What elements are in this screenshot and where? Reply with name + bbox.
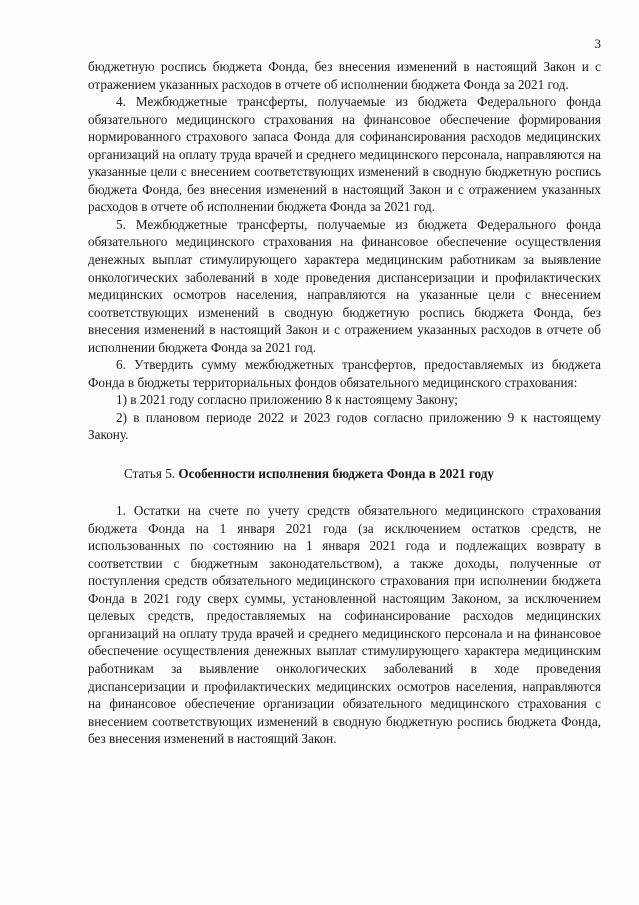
list-item-1: 1) в 2021 году согласно приложению 8 к настоящему Закону;	[116, 392, 458, 408]
article-5-paragraph-1: 1. Остатки на счете по учету средств обязательного медицинского страхования бюджета Фонда на 1 января 2021 года (за исключением остатков средств, не использованных по состоянию на 1 января 2021 года и подлежащих возврату в соответствии с бюджетным законодательством), а также доходы, полученные от поступления средств обязательного медицинского страхования при исполнении бюджета Фонда в 2021 году сверх суммы, установленной настоящим Законом, за исключением целевых средств, предоставляемых на софинансирование расходов медицинских организаций на оплату труда врачей и среднего медицинского персонала и на финансовое обеспечение осуществления денежных выплат стимулирующего характера медицинским работникам за выявление онкологических заболеваний в ходе проведения диспансеризации и профилактических медицинских осмотров населения, направляются на финансовое обеспечение организации обязательного медицинского страхования с внесением соответствующих изменений в сводную бюджетную роспись бюджета Фонда, без внесения изменений в настоящий Закон.	[88, 503, 601, 747]
page-number: 3	[594, 36, 601, 51]
list-item-2: 2) в плановом периоде 2022 и 2023 годов согласно приложению 9 к настоящему Закону.	[88, 409, 601, 443]
article-prefix: Статья 5.	[124, 466, 176, 482]
article-heading	[88, 466, 601, 482]
paragraph-continuation: бюджетную роспись бюджета Фонда, без внесения изменений в настоящий Закон и с отражением указанных расходов в отчете об исполнении бюджета Фонда за 2021 год.	[88, 59, 601, 92]
paragraph-6: 6. Утвердить сумму межбюджетных трансфертов, предоставляемых из бюджета Фонда в бюджеты территориальных фондов обязательного медицинского страхования:	[88, 357, 601, 390]
paragraph-5: 5. Межбюджетные трансферты, получаемые из бюджета Федерального фонда обязательного медицинского страхования на финансовое обеспечение осуществления денежных выплат стимулирующего характера медицинским работникам за выявление онкологических заболеваний в ходе проведения диспансеризации и профилактических медицинских осмотров населения, направляются на указанные цели с внесением соответствующих изменений в сводную бюджетную роспись бюджета Фонда, без внесения изменений в настоящий Закон и с отражением указанных расходов в отчете об исполнении бюджета Фонда за 2021 год.	[88, 216, 601, 355]
body-text-top	[88, 58, 601, 444]
article-title: Особенности исполнения бюджета Фонда в 2021 году	[178, 466, 495, 482]
paragraph-4: 4. Межбюджетные трансферты, получаемые из бюджета Федерального фонда обязательного медицинского страхования на финансовое обеспечение формирования нормированного страхового запаса Фонда для софинансирования расходов медицинских организаций на оплату труда врачей и среднего медицинского персонала, направляются на указанные цели с внесением соответствующих изменений в сводную бюджетную роспись бюджета Фонда, без внесения изменений в настоящий Закон и с отражением указанных расходов в отчете об исполнении бюджета Фонда за 2021 год.	[88, 94, 601, 215]
body-text-bottom	[88, 502, 601, 748]
